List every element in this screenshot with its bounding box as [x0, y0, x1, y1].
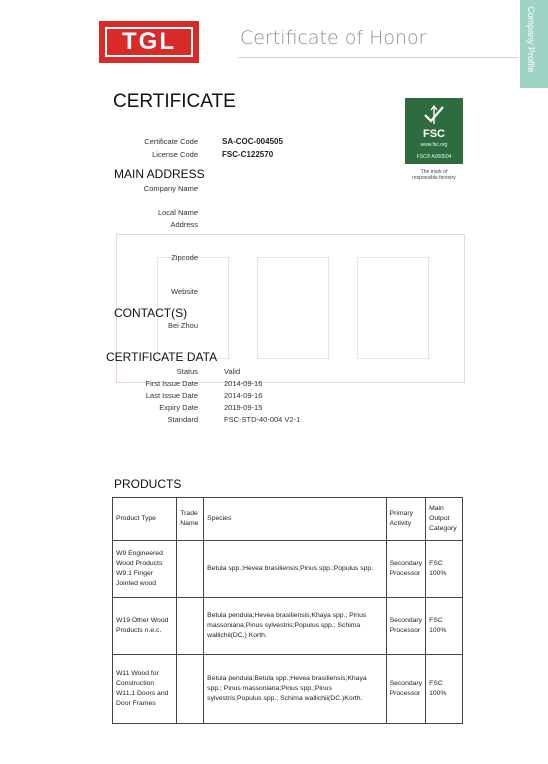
- fsc-code: FSC® A000504: [416, 154, 452, 160]
- fsc-badge: [405, 98, 463, 164]
- column-header: Main Output Category: [426, 498, 463, 541]
- zipcode-label: Zipcode: [171, 253, 198, 262]
- output-cell: FSC 100%: [426, 655, 463, 724]
- table-row: [113, 598, 463, 655]
- table-header-row: [113, 498, 463, 541]
- species-cell: Betula spp.;Hevea brasiliensis;Pinus spp.;Populus spp.: [204, 541, 386, 598]
- side-tab-label: Company Profile: [526, 6, 536, 73]
- status-label: Status: [176, 367, 198, 376]
- column-header: Product Type: [113, 498, 177, 541]
- first-issue-value: 2014-09-16: [224, 379, 263, 388]
- header-divider: [238, 57, 518, 58]
- activity-cell: Secondary Processor: [386, 598, 426, 655]
- status-value: Valid: [224, 367, 241, 376]
- activity-cell: Secondary Processor: [386, 655, 426, 724]
- license-code-value: FSC-C122570: [222, 150, 274, 159]
- last-issue-value: 2014-09-16: [224, 391, 263, 400]
- watermark-letter-g: [257, 257, 329, 359]
- local-name-label: Local Name: [157, 208, 198, 217]
- trade-name-cell: [177, 598, 204, 655]
- logo-text: TGL: [105, 27, 193, 57]
- expiry-label: Expiry Date: [159, 403, 198, 412]
- column-header: Species: [204, 498, 386, 541]
- fsc-tree-checkmark-icon: [422, 104, 446, 126]
- product-type-cell: W9 Engineered Wood Products W9.1 Finger Jointed wood: [113, 541, 177, 598]
- activity-cell: Secondary Processor: [386, 541, 426, 598]
- company-name-label: Company Name: [143, 184, 198, 193]
- website-label: Website: [171, 287, 198, 296]
- first-issue-label: First Issue Date: [145, 379, 198, 388]
- product-type-cell: W11 Wood for Construction W11.1 Doors and Door Frames: [113, 655, 177, 724]
- main-address-heading: MAIN ADDRESS: [114, 167, 205, 181]
- fsc-tagline-line2: responsible forestry: [412, 175, 456, 181]
- species-cell: Betula pendula;Hevea brasiliensis;Khaya spp.; Pinus massoniana;Pinus sylvestris;Populus spp.; Schima wallichii(DC.) Korth.: [204, 598, 386, 655]
- products-table: [112, 497, 463, 724]
- fsc-tagline-line1: The mark of: [420, 169, 448, 175]
- products-heading: PRODUCTS: [114, 477, 182, 491]
- certificate-code-value: SA-COC-004505: [222, 137, 283, 146]
- column-header: Trade Name: [177, 498, 204, 541]
- contacts-heading: CONTACT(S): [114, 306, 188, 320]
- fsc-name: FSC: [423, 128, 445, 140]
- fsc-url: www.fsc.org: [420, 142, 448, 148]
- product-type-cell: W19 Other Wood Products n.e.c.: [113, 598, 177, 655]
- expiry-value: 2019-09-15: [224, 403, 263, 412]
- table-row: [113, 541, 463, 598]
- species-cell: Betula pendula;Betula spp.;Hevea brasiliensis;Khaya spp.; Pinus massoniana;Pinus spp.;Pinus sylvestris;Populus spp.; Schima wallichii(DC.)Korth.: [204, 655, 386, 724]
- standard-label: Standard: [167, 415, 198, 424]
- side-tab[interactable]: [520, 0, 548, 88]
- standard-value: FSC-STD-40-004 V2-1: [224, 415, 301, 424]
- watermark-letter-l: [357, 257, 429, 359]
- table-row: [113, 655, 463, 724]
- address-label: Address: [170, 220, 198, 229]
- trade-name-cell: [177, 541, 204, 598]
- certificate-title: CERTIFICATE: [113, 91, 236, 112]
- certificate-data-heading: CERTIFICATE DATA: [106, 350, 218, 364]
- last-issue-label: Last Issue Date: [145, 391, 198, 400]
- trade-name-cell: [177, 655, 204, 724]
- fsc-tagline: [397, 169, 471, 181]
- license-code-label: License Code: [152, 150, 198, 159]
- page-heading: Certificate of Honor: [240, 27, 427, 49]
- column-header: Primary Activity: [386, 498, 426, 541]
- output-cell: FSC 100%: [426, 598, 463, 655]
- certificate-code-label: Certificate Code: [144, 137, 198, 146]
- output-cell: FSC 100%: [426, 541, 463, 598]
- tgl-logo: [99, 21, 199, 63]
- contact-name: Bei Zhou: [167, 321, 198, 330]
